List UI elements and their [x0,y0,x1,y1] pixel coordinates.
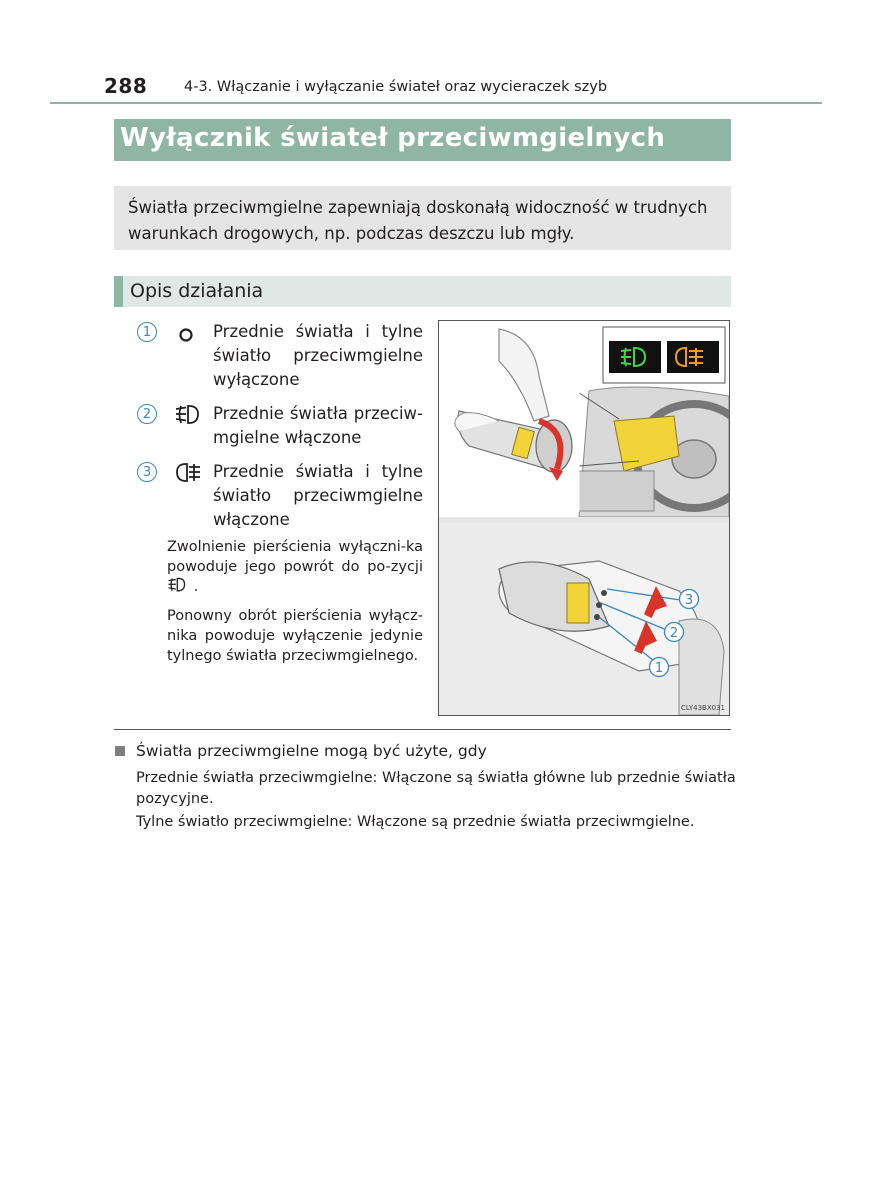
svg-text:2: 2 [669,626,679,641]
rear-fog-icon [175,462,203,484]
off-circle-icon [175,322,203,344]
bullet-square [115,746,125,756]
subsection-bar [114,276,731,307]
svg-text:1: 1 [654,661,664,676]
page-number: 288 [104,74,148,98]
figure-callout-3 [680,590,699,609]
figure-callout-1 [650,658,669,677]
subsection-title: Opis działania [130,280,264,302]
rotate-note: Ponowny obrót pierścienia wyłącz-nika powoduje wyłączenie jedynie tylnego światła przeciwmgielnego. [167,608,423,664]
release-note [167,537,423,597]
conditions-front: Przednie światła przeciwmgielne: Włączone są światła główne lub przednie światła pozycyjne. [136,770,736,807]
svg-text:3: 3 [684,593,694,608]
fog-switch-illustration [438,320,730,716]
header-divider [50,102,822,104]
item-number-badge: 1 [137,322,157,342]
front-fog-icon [175,404,203,426]
intro-text: Światła przeciwmgielne zapewniają doskonałą widoczność w trudnych warunkach drogowych, np. podczas deszczu lub mgły. [128,198,708,243]
intro-box [114,186,731,250]
front-fog-icon [167,577,189,593]
release-note-end: . [193,579,199,595]
item-text: Przednie światła przeciw-mgielne włączone [213,404,423,447]
item-number-badge: 2 [137,404,157,424]
section-title: Wyłącznik świateł przeciwmgielnych [120,123,666,153]
release-note-text: Zwolnienie pierścienia wyłączni-ka powoduje jego powrót do po-zycji [167,539,423,575]
item-text: Przednie światła i tylne światło przeciwmgielne włączone [213,462,423,529]
section-title-bar [114,119,731,161]
item-number-badge: 3 [137,462,157,482]
illustration-drawing [439,321,729,715]
conditions-heading: Światła przeciwmgielne mogą być użyte, gdy [136,742,487,760]
item-text: Przednie światła i tylne światło przeciwmgielne wyłączone [213,322,423,389]
figure-code: CLY43BX031 [681,704,725,712]
figure-callout-2 [665,623,684,642]
section-divider [114,729,731,730]
conditions-rear: Tylne światło przeciwmgielne: Włączone są przednie światła przeciwmgielne. [136,814,695,830]
chapter-title: 4-3. Włączanie i wyłączanie świateł oraz wycieraczek szyb [184,79,608,95]
subsection-accent [114,276,123,307]
